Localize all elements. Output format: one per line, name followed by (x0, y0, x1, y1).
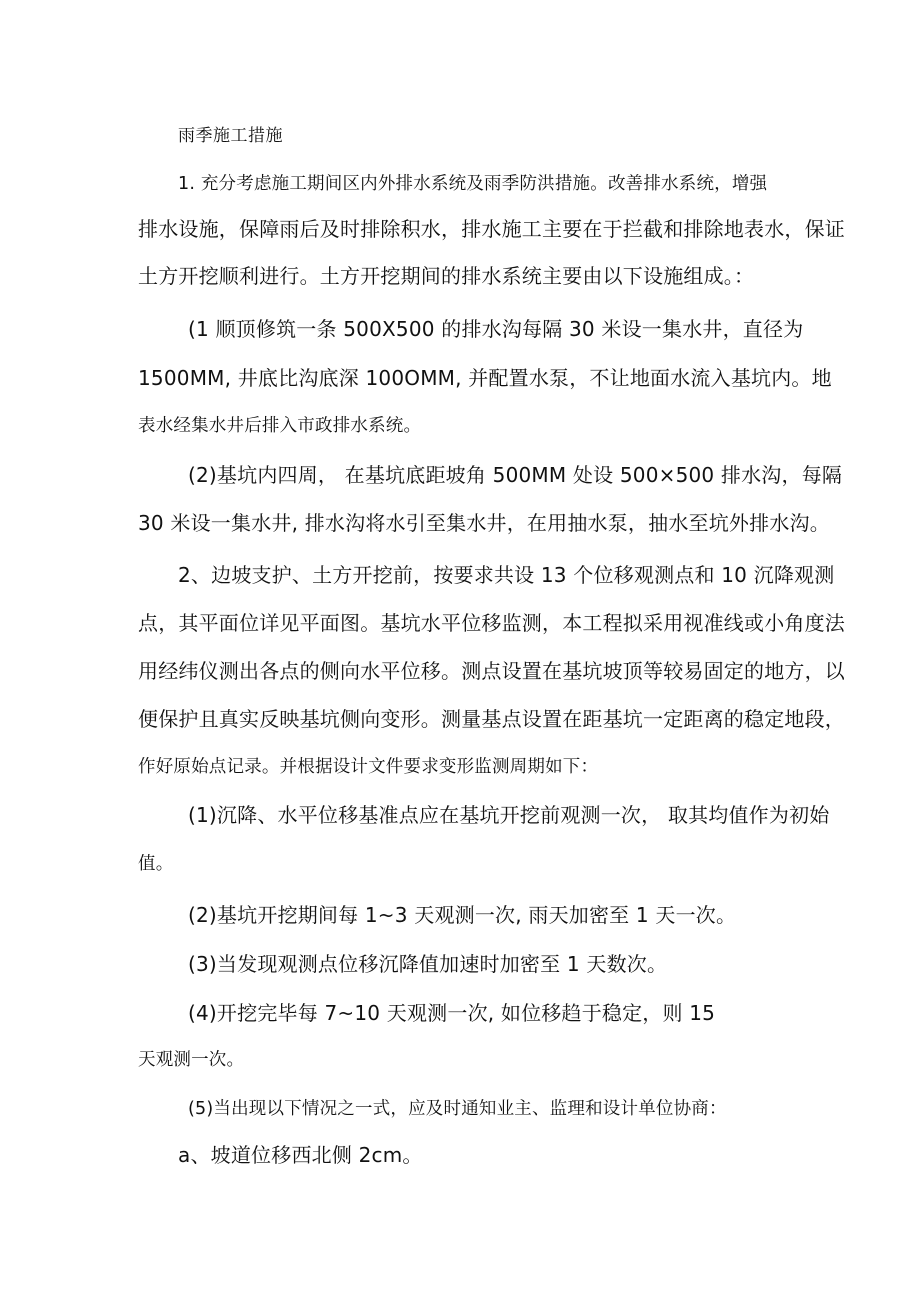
paragraph-line: (4)开挖完毕每 7~10 天观测一次, 如位移趋于稳定，则 15 (188, 1001, 716, 1025)
paragraph-line: 便保护且真实反映基坑侧向变形。测量基点设置在距基坑一定距离的稳定地段， (138, 707, 845, 731)
paragraph-line: 用经纬仪测出各点的侧向水平位移。测点设置在基坑坡顶等较易固定的地方，以 (138, 659, 845, 683)
paragraph-line: 1. 充分考虑施工期间区内外排水系统及雨季防洪措施。改善排水系统，增强 (178, 174, 768, 194)
paragraph-line: 1500MM, 井底比沟底深 100OMM, 并配置水泵，不让地面水流入基坑内。地 (138, 366, 832, 390)
paragraph-line: (5)当出现以下情况之一式，应及时通知业主、监理和设计单位协商： (188, 1099, 727, 1119)
paragraph-line: (2)基坑内四周， 在基坑底距坡角 500MM 处设 500×500 排水沟，每隔 (188, 463, 843, 487)
paragraph-line: 排水设施，保障雨后及时排除积水，排水施工主要在于拦截和排除地表水，保证 (138, 217, 845, 241)
paragraph-line: (1 顺顶修筑一条 500X500 的排水沟每隔 30 米设一集水井，直径为 (188, 317, 804, 341)
paragraph-line: 天观测一次。 (138, 1050, 245, 1070)
paragraph-line: a、坡道位移西北侧 2cm。 (178, 1143, 423, 1167)
paragraph-line: (3)当发现观测点位移沉降值加速时加密至 1 天数次。 (188, 952, 668, 976)
paragraph-line: (2)基坑开挖期间每 1~3 天观测一次, 雨天加密至 1 天一次。 (188, 903, 737, 927)
paragraph-line: 表水经集水井后排入市政排水系统。 (138, 416, 422, 436)
document-title: 雨季施工措施 (178, 126, 283, 146)
paragraph-line: 值。 (138, 854, 174, 874)
paragraph-line: 作好原始点记录。并根据设计文件要求变形监测周期如下： (138, 757, 599, 777)
paragraph-line: (1)沉降、水平位移基准点应在基坑开挖前观测一次， 取其均值作为初始 (188, 803, 830, 827)
paragraph-line: 土方开挖顺利进行。土方开挖期间的排水系统主要由以下设施组成。： (138, 264, 755, 288)
paragraph-line: 点，其平面位详见平面图。基坑水平位移监测，本工程拟采用视准线或小角度法 (138, 611, 845, 635)
paragraph-line: 30 米设一集水井, 排水沟将水引至集水井，在用抽水泵，抽水至坑外排水沟。 (138, 511, 830, 535)
paragraph-line: 2、边坡支护、土方开挖前，按要求共设 13 个位移观测点和 10 沉降观测 (178, 563, 835, 587)
